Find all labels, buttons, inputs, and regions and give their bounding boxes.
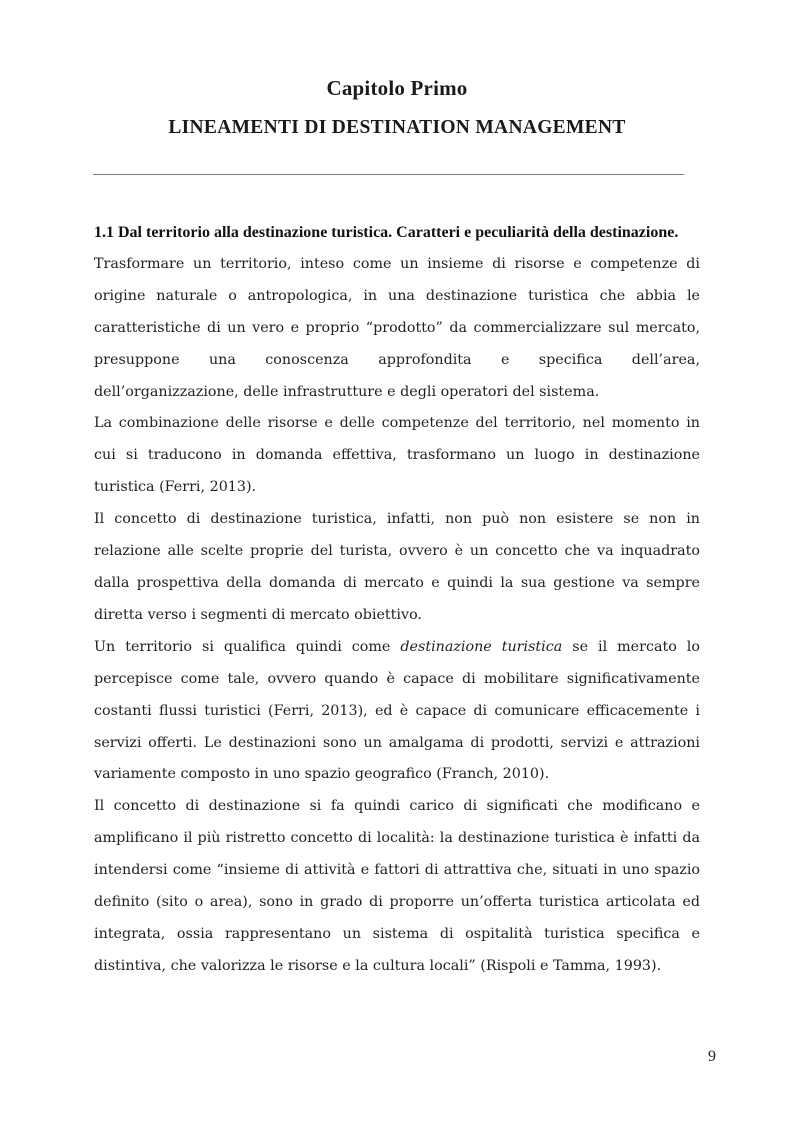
body-text: [94, 217, 700, 983]
section-heading: 1.1 Dal territorio alla destinazione turistica. Caratteri e peculiarità della destinazione.: [94, 224, 679, 241]
paragraph-5: Il concetto di destinazione si fa quindi carico di significati che modificano e amplificano il più ristretto concetto di località: la destinazione turistica è infatti da intendersi come “insieme di attività e fattori di attrattiva che, situati in uno spazio definito (sito o area), sono in grado di proporre un’offerta turistica articolata ed integrata, ossia rappresentano un sistema di ospitalità turistica specifica e distintiva, che valorizza le risorse e la cultura locali” (Rispoli e Tamma, 1993).: [94, 798, 700, 974]
page-number: 9: [708, 1048, 716, 1065]
paragraph-4-text-end: se il mercato lo percepisce come tale, ovvero quando è capace di mobilitare significativamente costanti flussi turistici (Ferri, 2013), ed è capace di comunicare efficacemente i servizi offerti. Le destinazioni sono un amalgama di prodotti, servizi e attrazioni variamente composto in uno spazio geografico (Franch, 2010).: [94, 638, 700, 783]
title-divider: [93, 174, 684, 175]
chapter-label: Capitolo Primo: [326, 76, 468, 100]
paragraph-3: Il concetto di destinazione turistica, infatti, non può non esistere se non in relazione alle scelte proprie del turista, ovvero è un concetto che va inquadrato dalla prospettiva della domanda di mercato e quindi la sua gestione va sempre diretta verso i segmenti di mercato obiettivo.: [94, 511, 700, 623]
paragraph-2: La combinazione delle risorse e delle competenze del territorio, nel momento in cui si traducono in domanda effettiva, trasformano un luogo in destinazione turistica (Ferri, 2013).: [94, 415, 700, 496]
paragraph-4-text-start: Un territorio si qualifica quindi come: [94, 638, 401, 655]
paragraph-4: [94, 632, 700, 792]
paragraph-1: Trasformare un territorio, inteso come un insieme di risorse e competenze di origine naturale o antropologica, in una destinazione turistica che abbia le caratteristiche di un vero e proprio “prodotto” da commercializzare sul mercato, presuppone una conoscenza approfondita e specifica dell’area, dell’organizzazione, delle infrastrutture e degli operatori del sistema.: [94, 255, 700, 400]
chapter-title: LINEAMENTI DI DESTINATION MANAGEMENT: [168, 117, 626, 138]
paragraph-4-emphasis: destinazione turistica: [400, 638, 563, 655]
